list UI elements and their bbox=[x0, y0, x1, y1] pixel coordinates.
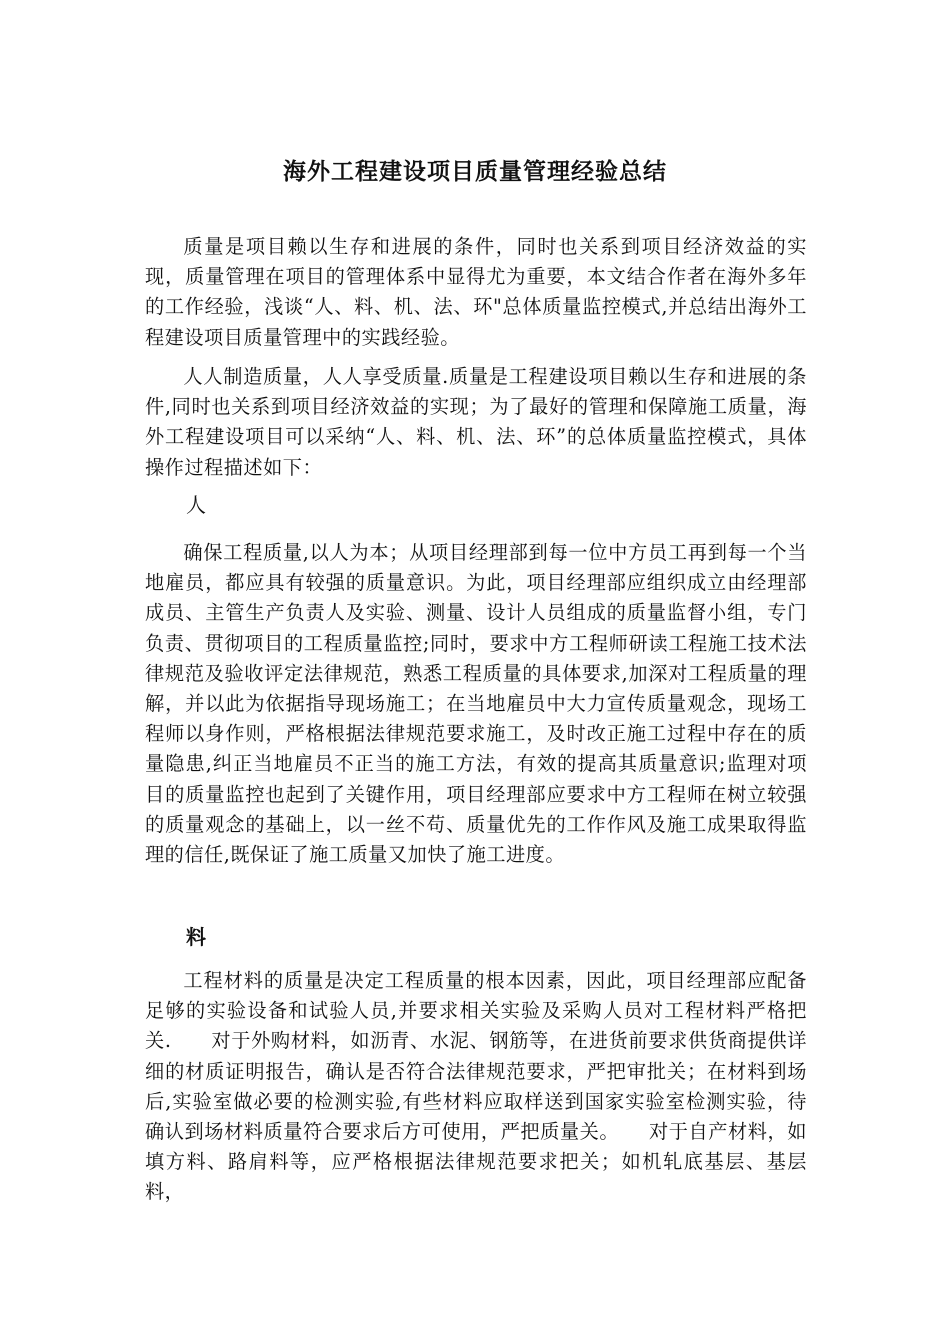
overview-paragraph: 人人制造质量，人人享受质量.质量是工程建设项目赖以生存和进展的条件,同时也关系到项目经济效益的实现；为了最好的管理和保障施工质量，海外工程建设项目可以采纳“人、料、机、法、环”的总体质量监控模式，具体操作过程描述如下： bbox=[145, 365, 807, 479]
liao-paragraph: 工程材料的质量是决定工程质量的根本因素，因此，项目经理部应配备足够的实验设备和试验人员,并要求相关实验及采购人员对工程材料严格把关. 对于外购材料，如沥青、水泥、钢筋等，在进货前要求供货商提供详细的材质证明报告，确认是否符合法律规范要求，严把审批关；在材料到场后,实验室做必要的检测实验,有些材料应取样送到国家实验室检测实验，待确认到场材料质量符合要求后方可使用，严把质量关。 对于自产材料，如填方料、路肩料等，应严格根据法律规范要求把关；如机轧底基层、基层料， bbox=[145, 969, 807, 1204]
ren-paragraph: 确保工程质量,以人为本；从项目经理部到每一位中方员工再到每一个当地雇员，都应具有较强的质量意识。为此，项目经理部应组织成立由经理部成员、主管生产负责人及实验、测量、设计人员组成的质量监督小组，专门负责、贯彻项目的工程质量监控;同时，要求中方工程师研读工程施工技术法律规范及验收评定法律规范，熟悉工程质量的具体要求,加深对工程质量的理解，并以此为依据指导现场施工；在当地雇员中大力宣传质量观念，现场工程师以身作则，严格根据法律规范要求施工，及时改正施工过程中存在的质量隐患,纠正当地雇员不正当的施工方法，有效的提高其质量意识;监理对项目的质量监控也起到了关键作用，项目经理部应要求中方工程师在树立较强的质量观念的基础上，以一丝不苟、质量优先的工作作风及施工成果取得监理的信任,既保证了施工质量又加快了施工进度。 bbox=[145, 541, 807, 867]
section-heading-ren: 人 bbox=[186, 493, 206, 517]
document-title: 海外工程建设项目质量管理经验总结 bbox=[283, 159, 667, 185]
intro-paragraph: 质量是项目赖以生存和进展的条件，同时也关系到项目经济效益的实现，质量管理在项目的管理体系中显得尤为重要，本文结合作者在海外多年的工作经验，浅谈“人、料、机、法、环"总体质量监控模式,并总结出海外工程建设项目质量管理中的实践经验。 bbox=[145, 235, 807, 349]
section-heading-liao: 料 bbox=[186, 925, 206, 949]
